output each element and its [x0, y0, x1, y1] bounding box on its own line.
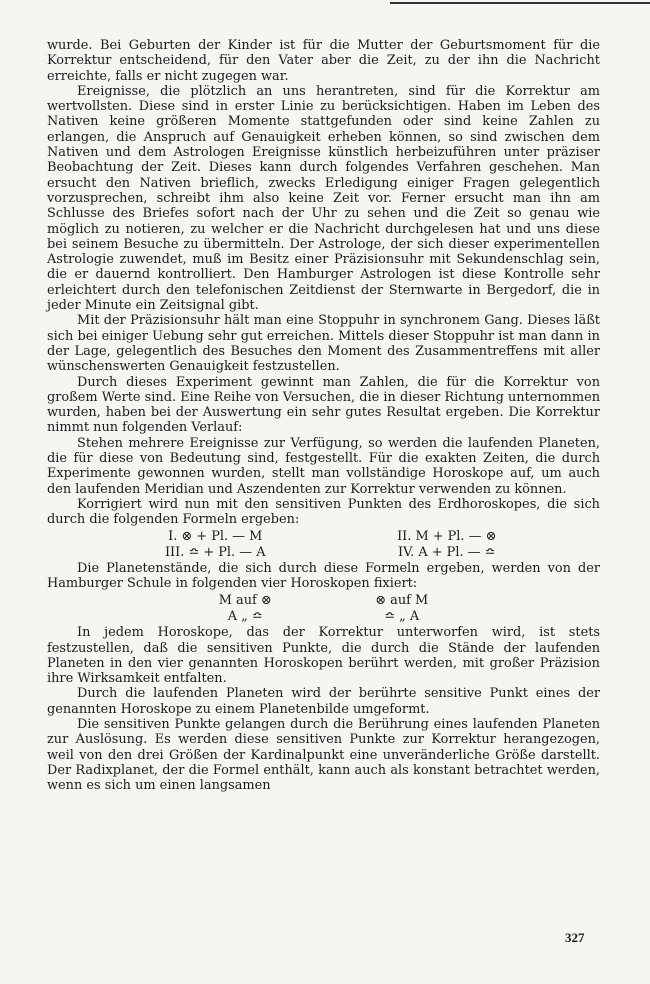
horoscope-row [47, 609, 600, 624]
formula-1: I. ⊗ + Pl. — M [168, 528, 263, 544]
horoscope-4: ≏ „ A [384, 608, 420, 624]
formula-2: II. M + Pl. — ⊗ [397, 528, 497, 544]
horoscope-1: M auf ⊗ [218, 592, 272, 608]
horoscope-row [47, 593, 600, 608]
formula-row [47, 545, 600, 560]
paragraph: Durch die laufenden Planeten wird der berührte sensitive Punkt eines der genannten Horoskope zu einem Planetenbilde umgeformt. [47, 686, 600, 717]
paragraph: Die Planetenstände, die sich durch diese Formeln ergeben, werden von der Hamburger Schule in folgenden vier Horoskopen fixiert: [47, 561, 600, 592]
paragraph: Korrigiert wird nun mit den sensitiven Punkten des Erdhoroskopes, die sich durch die folgenden Formeln ergeben: [47, 496, 600, 528]
formula-4: IV. A + Pl. — ≏ [398, 544, 496, 560]
formula-row [47, 529, 600, 544]
paragraph: Durch dieses Experiment gewinnt man Zahlen, die für die Korrektur von großem Werte sind. Eine Reihe von Versuchen, die in dieser Richtung unternommen wurden, haben bei der Auswertung ein sehr gutes Resultat ergeben. Die Korrektur nimmt nun folgenden Verlauf: [47, 374, 600, 436]
paragraph: wurde. Bei Geburten der Kinder ist für die Mutter der Geburtsmoment für die Korrektur entscheidend, für den Vater aber die Zeit, zu der ihn die Nachricht erreichte, falls er nicht zugegen war. [47, 38, 600, 84]
page-number: 327 [565, 930, 585, 945]
paragraph: Mit der Präzisionsuhr hält man eine Stoppuhr in synchronem Gang. Dieses läßt sich bei einiger Uebung sehr gut erreichen. Mittels dieser Stoppuhr ist man dann in der Lage, gelegentlich des Besuches den Moment des Zusammentreffens mit aller wünschenswerten Genauigkeit festzustellen. [47, 313, 600, 375]
horoscope-2: ⊗ auf M [375, 592, 429, 608]
formula-3: III. ≏ + Pl. — A [164, 544, 266, 560]
paragraph: Stehen mehrere Ereignisse zur Verfügung, so werden die laufenden Planeten, die für diese von Bedeutung sind, festgestellt. Für die exakten Zeiten, die durch Experimente gewonnen wurden, stellt man vollständige Horoskope auf, um auch den laufenden Meridian und Aszendenten zur Korrektur verwenden zu können. [47, 435, 600, 497]
paragraph: Die sensitiven Punkte gelangen durch die Berührung eines laufenden Planeten zur Auslösung. Es werden diese sensitiven Punkte zur Korrektur herangezogen, weil von den drei Größen der Kardinalpunkt eine unveränderliche Größe darstellt. Der Radixplanet, der die Formel enthält, kann auch als konstant betrachtet werden, wenn es sich um einen langsamen [47, 717, 600, 794]
paragraph: In jedem Horoskope, das der Korrektur unterworfen wird, ist stets festzustellen, daß die sensitiven Punkte, die durch die Stände der laufenden Planeten in den vier genannten Horoskopen berührt werden, mit großer Präzision ihre Wirksamkeit entfalten. [47, 625, 600, 687]
top-rule [390, 2, 650, 4]
paragraph: Ereignisse, die plötzlich an uns herantreten, sind für die Korrektur am wertvollsten. Diese sind in erster Linie zu berücksichtigen. Haben im Leben des Nativen keine größeren Momente stattgefunden oder sind keine Zahlen zu erlangen, die Anspruch auf Genauigkeit erheben können, so sind zwischen dem Nativen und dem Astrologen Ereignisse künstlich herbeizuführen unter präziser Beobachtung der Zeit. Dieses kann durch folgendes Verfahren geschehen. Man ersucht den Nativen brieflich, zwecks Erledigung einiger Fragen gelegentlich vorzusprechen, schreibt ihm also keine Zeit vor. Ferner ersucht man ihn am Schlusse des Briefes sofort nach der Uhr zu sehen und die Zeit so genau wie möglich zu notieren, zu welcher er die Nachricht durchgelesen hat und uns diese bei seinem Besuche zu übermitteln. Der Astrologe, der sich dieser experimentellen Astrologie zuwendet, muß im Besitz einer Präzisionsuhr mit Sekundenschlag sein, die er dauernd kontrolliert. Den Hamburger Astrologen ist diese Kontrolle sehr erleichtert durch den telefonischen Zeitdienst der Sternwarte in Bergedorf, die in jeder Minute ein Zeitsignal gibt. [47, 83, 600, 314]
horoscope-3: A „ ≏ [227, 608, 263, 624]
body-text [47, 38, 600, 794]
